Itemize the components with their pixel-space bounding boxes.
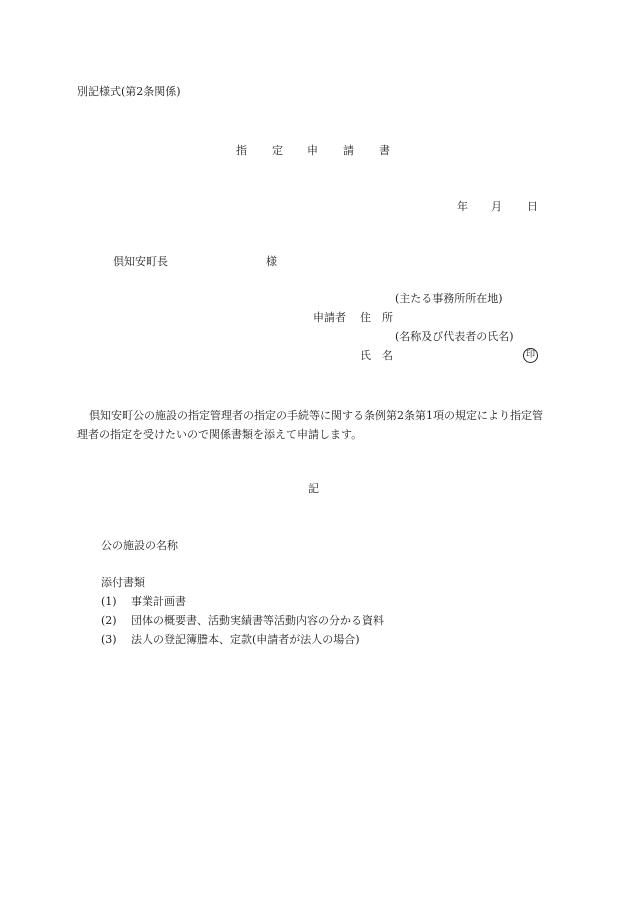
name-note: (名称及び代表者の氏名) xyxy=(395,330,514,343)
title-char: 定 xyxy=(272,144,283,157)
title-char: 書 xyxy=(379,144,390,157)
applicant-label: 申請者 xyxy=(313,311,346,324)
date-month-label: 月 xyxy=(491,200,502,213)
body-paragraph xyxy=(77,406,552,444)
addressee-honorific: 様 xyxy=(266,255,277,268)
attachments-heading: 添付書類 xyxy=(101,576,145,589)
form-label: 別記様式(第2条関係) xyxy=(77,85,181,98)
date-year-label: 年 xyxy=(457,200,468,213)
addressee-name: 倶知安町長 xyxy=(113,255,168,268)
attachment-text: 事業計画書 xyxy=(131,595,186,608)
attachment-number: (2) xyxy=(101,614,117,627)
address-label: 住 所 xyxy=(360,311,393,324)
date-day-label: 日 xyxy=(527,200,538,213)
body-text: 倶知安町公の施設の指定管理者の指定の手続等に関する条例第2条第1項の規定により指定管理者の指定を受けたいので関係書類を添えて申請します。 xyxy=(77,409,543,441)
address-note: (主たる事務所所在地) xyxy=(395,292,503,305)
name-label: 氏 名 xyxy=(360,349,393,362)
ki-heading: 記 xyxy=(308,482,319,495)
facility-name-label: 公の施設の名称 xyxy=(101,539,178,552)
title-char: 申 xyxy=(307,144,318,157)
title-char: 請 xyxy=(343,144,354,157)
attachment-text: 法人の登記簿謄本、定款(申請者が法人の場合) xyxy=(131,633,360,646)
seal-mark: 印 xyxy=(523,348,538,363)
attachment-number: (3) xyxy=(101,633,117,646)
title-char: 指 xyxy=(236,144,247,157)
attachment-text: 団体の概要書、活動実績書等活動内容の分かる資料 xyxy=(131,614,384,627)
attachment-number: (1) xyxy=(101,595,117,608)
